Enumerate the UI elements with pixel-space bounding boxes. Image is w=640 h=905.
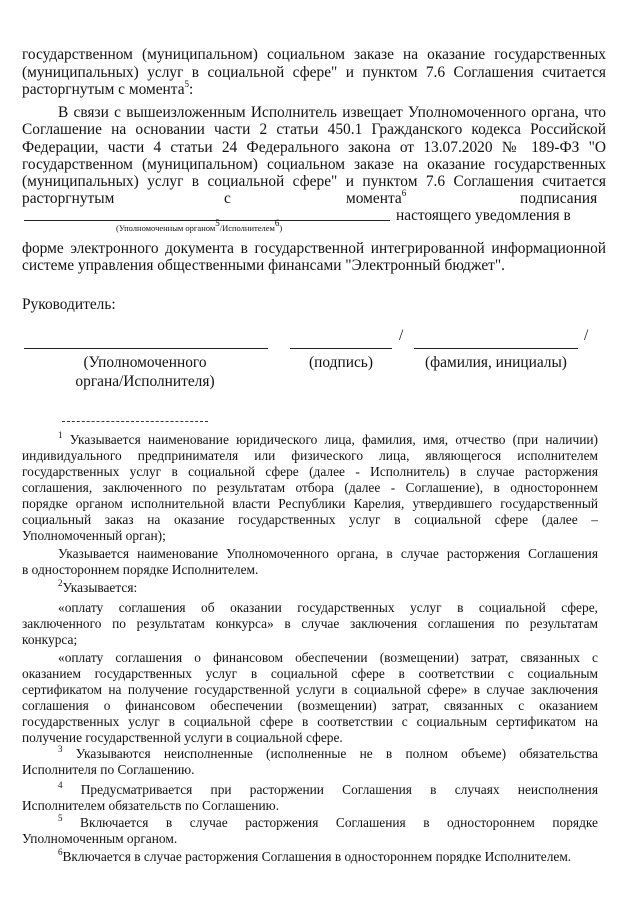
footnote-number: 4 (58, 779, 63, 790)
footnote-line: в одностороннем порядке Исполнителем. (22, 562, 259, 577)
fill-in-caption: (Уполномоченным органом$^5$/Исполнителем$^6$) (116, 218, 283, 233)
signature-label-org: (Уполномоченного (83, 354, 207, 371)
footnote-separator (62, 421, 208, 422)
footnote-line: Исполнителя по Соглашению. (22, 762, 195, 777)
footnote-line: социальный заказ на оказание государственных услуг в социальной сфере (далее – (22, 512, 598, 527)
signature-line-name (414, 348, 578, 349)
footnote-line: Уполномоченный орган); (22, 528, 166, 543)
footnote-4: $^4$ Предусматривается при расторжении Соглашения в случаях неисполнения (58, 779, 598, 797)
body-line: государственном (муниципальном) социальном заказе на оказание государственных (22, 156, 606, 173)
signature-label-name: (фамилия, инициалы) (425, 354, 567, 371)
footnote-line: государственных услуг в социальной сфере (далее - Исполнитель) в случае расторжения (22, 464, 598, 479)
footnote-line: сертификатом на получение государственной услуги в социальной сфере» в случае заключения (22, 682, 598, 697)
signature-label-org: органа/Исполнителя) (75, 373, 215, 390)
footnote-line: государственных услуг в социальной сфере в соответствии с социальным сертификатом на (22, 714, 598, 729)
signature-slash: / (584, 327, 589, 344)
footnote-line: оказанием государственных услуг в социальной сфере в соответствии с социальным (22, 666, 598, 681)
footnote-line: порядке органом исполнительной власти Республики Карелия, утвердившего государственный (22, 496, 598, 511)
body-word: момента$^6$ (346, 187, 407, 207)
footnote-2: $^2$Указывается: (58, 577, 138, 595)
body-line: Федерации, части 4 статьи 24 Федерального закона от 13.07.2020 № 189-ФЗ "О (22, 139, 606, 156)
footnote-5: $^5$ Включается в случае расторжения Соглашения в одностороннем порядке (58, 812, 598, 830)
signature-slash: / (399, 327, 404, 344)
footnote-number: 6 (58, 846, 63, 857)
footnote-line: Исполнителем обязательств по Соглашению. (22, 798, 280, 813)
footnote-line: конкурса; (22, 632, 78, 647)
footnote-ref: 5 (184, 78, 190, 89)
body-line: настоящего уведомления в (396, 207, 571, 224)
body-line: форме электронного документа в государственной интегрированной информационной (22, 240, 606, 257)
body-word: с (224, 190, 231, 207)
footnote-3: $^3$ Указываются неисполненные (исполненные не в полном объеме) обязательства (58, 743, 598, 761)
footnote-number: 2 (58, 577, 63, 588)
footnote-number: 3 (58, 743, 63, 754)
body-line: В связи с вышеизложенным Исполнитель извещает Уполномоченного органа, что (58, 104, 606, 121)
body-line: государственном (муниципальном) социальном заказе на оказание государственных (22, 46, 606, 63)
footnote-line: заключенного по результатам конкурса» в случае заключения соглашения по результатам (22, 616, 598, 631)
signature-heading: Руководитель: (22, 296, 116, 313)
body-line: (муниципальных) услуг в социальной сфере" и пунктом 7.6 Соглашения считается (22, 64, 606, 81)
body-line: расторгнутым с момента$^5$: (22, 78, 194, 98)
footnote-ref: 6 (401, 187, 407, 198)
footnote-line: Указывается наименование Уполномоченного органа, в случае расторжения Соглашения (58, 546, 598, 561)
footnote-line: соглашения, заключенного по результатам отбора (далее - Соглашение), в одностороннем (22, 480, 598, 495)
body-line: (муниципальных) услуг в социальной сфере" и пунктом 7.6 Соглашения считается (22, 173, 606, 190)
footnote-line: Уполномоченным органом. (22, 831, 178, 846)
footnote-6: $^6$Включается в случае расторжения Соглашения в одностороннем порядке Исполнителем. (58, 846, 572, 864)
footnote-line: соглашения о финансовом обеспечении (возмещении) затрат, связанных с оказанием (22, 698, 598, 713)
fill-in-line (24, 220, 390, 221)
footnote-number: 5 (58, 812, 63, 823)
body-line: Соглашение на основании части 2 статьи 450.1 Гражданского кодекса Российской (22, 121, 606, 138)
footnote-1: $^1$ Указывается наименование юридического лица, фамилия, имя, отчество (при наличии) (58, 429, 598, 447)
signature-label-sign: (подпись) (309, 354, 373, 371)
footnote-line: индивидуального предпринимателя или физического лица, являющегося исполнителем (22, 448, 598, 463)
signature-line-org (24, 348, 268, 349)
footnote-line: получение государственной услуги в социальной сфере. (22, 730, 343, 745)
footnote-line: «оплату соглашения об оказании государственных услуг в социальной сфере, (58, 600, 598, 615)
body-word: подписания (520, 190, 598, 207)
signature-line-sign (290, 348, 392, 349)
footnote-line: «оплату соглашения о финансовом обеспечении (возмещении) затрат, связанных с (58, 650, 598, 665)
body-word: расторгнутым (22, 190, 115, 207)
body-line: системе управления общественными финансами "Электронный бюджет". (22, 257, 506, 274)
footnote-number: 1 (58, 429, 63, 440)
